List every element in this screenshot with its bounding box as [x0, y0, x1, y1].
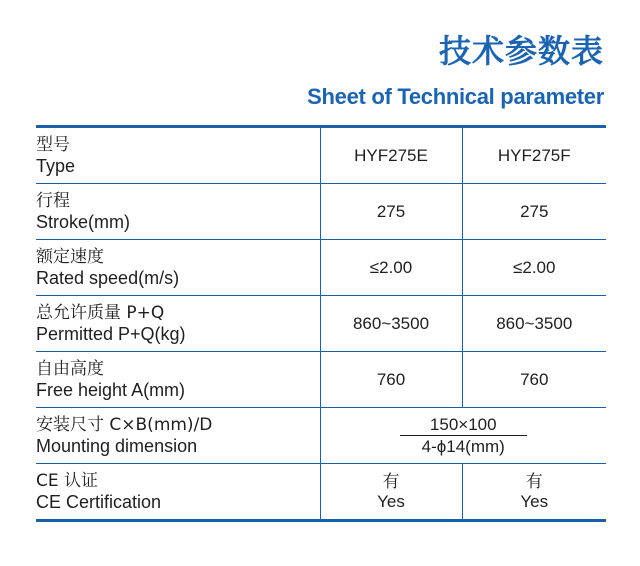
cell-mounting-merged [320, 408, 606, 464]
cell-hyf275e: HYF275E [320, 127, 462, 184]
row-label-cn: 行程 [36, 190, 70, 211]
cell-hyf275f: 275 [462, 184, 606, 240]
row-label-en: Rated speed(m/s) [36, 267, 180, 288]
mounting-dims: 150×100 [400, 416, 527, 436]
table-row [36, 408, 606, 464]
cell-hyf275f: 860~3500 [462, 296, 606, 352]
table-row [36, 184, 606, 240]
cell-hyf275e: 275 [320, 184, 462, 240]
row-label [36, 184, 320, 240]
ce-value-en: Yes [520, 491, 549, 511]
table-row [36, 464, 606, 521]
mounting-holes: 4-ϕ14(mm) [421, 436, 505, 456]
row-label-cn: CE 认证 [36, 470, 99, 491]
table-row [36, 296, 606, 352]
table-row [36, 127, 606, 184]
row-label-en: Mounting dimension [36, 435, 198, 456]
table-row [36, 240, 606, 296]
ce-value-cn: 有 [525, 471, 543, 491]
row-label-cn: 型号 [36, 134, 70, 155]
row-label [36, 464, 320, 521]
cell-hyf275e: ≤2.00 [320, 240, 462, 296]
cell-hyf275f: 760 [462, 352, 606, 408]
row-label [36, 127, 320, 184]
row-label-cn: 安装尺寸 C×B(mm)/D [36, 414, 213, 435]
ce-value-en: Yes [377, 491, 405, 511]
row-label [36, 352, 320, 408]
row-label [36, 408, 320, 464]
page-title-cn: 技术参数表 [438, 32, 604, 70]
ce-value-cn: 有 [382, 471, 400, 491]
cell-hyf275e: 860~3500 [320, 296, 462, 352]
row-label-cn: 额定速度 [36, 246, 104, 267]
row-label-en: Type [36, 155, 76, 176]
spec-table [36, 125, 606, 522]
page-title-en: Sheet of Technical parameter [307, 84, 604, 109]
row-label [36, 240, 320, 296]
row-label-en: Permitted P+Q(kg) [36, 323, 186, 344]
row-label-en: Free height A(mm) [36, 379, 186, 400]
cell-hyf275f [462, 464, 606, 521]
cell-hyf275f: ≤2.00 [462, 240, 606, 296]
row-label-en: CE Certification [36, 491, 162, 512]
row-label-cn: 自由高度 [36, 358, 104, 379]
table-row [36, 352, 606, 408]
row-label [36, 296, 320, 352]
cell-hyf275f: HYF275F [462, 127, 606, 184]
cell-hyf275e [320, 464, 462, 521]
row-label-cn: 总允许质量 P+Q [36, 302, 165, 323]
cell-hyf275e: 760 [320, 352, 462, 408]
row-label-en: Stroke(mm) [36, 211, 130, 232]
